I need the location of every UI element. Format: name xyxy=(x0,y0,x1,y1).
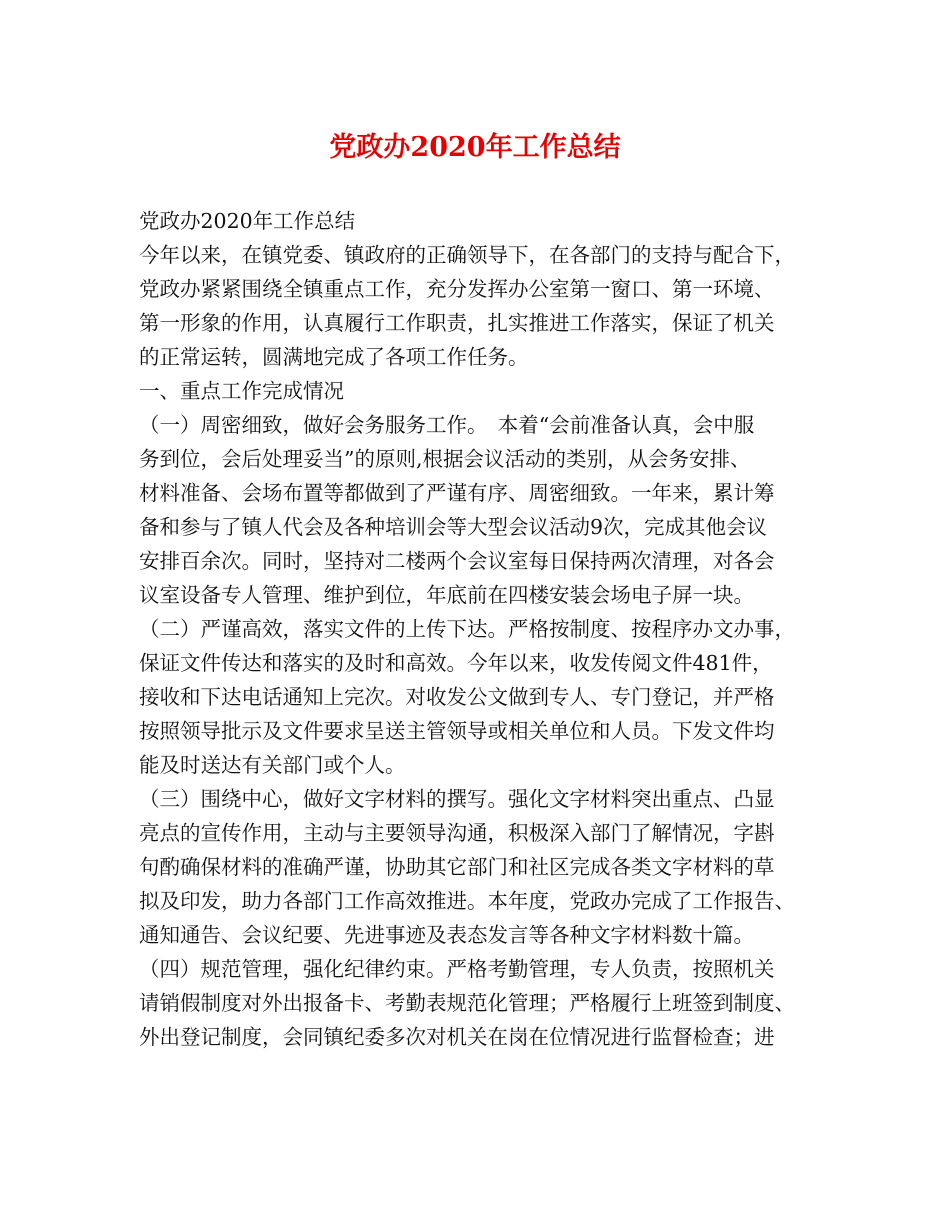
body-line: 按照领导批示及文件要求呈送主管领导或相关单位和人员。下发文件均 xyxy=(139,719,775,743)
body-line: （四）规范管理，强化纪律约束。严格考勤管理，专人负责，按照机关 xyxy=(139,957,775,981)
body-line: 党政办紧紧围绕全镇重点工作，充分发挥办公室第一窗口、第一环境、 xyxy=(139,277,775,301)
body-line: 备和参与了镇人代会及各种培训会等大型会议活动9次，完成其他会议 xyxy=(139,515,768,539)
body-line: （一）周密细致，做好会务服务工作。 本着“会前准备认真，会中服 xyxy=(139,413,755,437)
body-line: 务到位，会后处理妥当”的原则,根据会议活动的类别，从会务安排、 xyxy=(139,447,751,471)
body-line: 党政办2020年工作总结 xyxy=(139,209,356,233)
body-line: 拟及印发，助力各部门工作高效推进。本年度，党政办完成了工作报告、 xyxy=(139,889,795,913)
body-line: 接收和下达电话通知上完次。对收发公文做到专人、专门登记，并严格 xyxy=(139,685,775,709)
document-title: 党政办2020年工作总结 xyxy=(329,132,621,163)
body-line: 今年以来，在镇党委、镇政府的正确领导下，在各部门的支持与配合下， xyxy=(139,243,795,267)
body-line: 安排百余次。同时，坚持对二楼两个会议室每日保持两次清理，对各会 xyxy=(139,549,775,573)
body-line: 通知通告、会议纪要、先进事迹及表态发言等各种文字材料数十篇。 xyxy=(139,923,754,947)
body-line: 请销假制度对外出报备卡、考勤表规范化管理；严格履行上班签到制度、 xyxy=(139,991,795,1015)
body-line: 句酌确保材料的准确严谨，协助其它部门和社区完成各类文字材料的草 xyxy=(139,855,775,879)
body-line: 材料准备、会场布置等都做到了严谨有序、周密细致。一年来，累计筹 xyxy=(139,481,775,505)
body-line: （三）围绕中心，做好文字材料的撰写。强化文字材料突出重点、凸显 xyxy=(139,787,775,811)
body-line: 的正常运转，圆满地完成了各项工作任务。 xyxy=(139,345,529,369)
document-body xyxy=(139,204,829,1054)
body-line: 保证文件传达和落实的及时和高效。今年以来，收发传阅文件481件， xyxy=(139,651,773,675)
body-line: 议室设备专人管理、维护到位，年底前在四楼安装会场电子屏一块。 xyxy=(139,583,754,607)
body-line: 能及时送达有关部门或个人。 xyxy=(139,753,406,777)
body-line: 第一形象的作用，认真履行工作职责，扎实推进工作落实，保证了机关 xyxy=(139,311,775,335)
body-line: 外出登记制度，会同镇纪委多次对机关在岗在位情况进行监督检查；进 xyxy=(139,1025,775,1049)
section-heading: 一、重点工作完成情况 xyxy=(139,379,344,403)
body-line: （二）严谨高效，落实文件的上传下达。严格按制度、按程序办文办事， xyxy=(139,617,795,641)
body-line: 亮点的宣传作用，主动与主要领导沟通，积极深入部门了解情况，字斟 xyxy=(139,821,775,845)
